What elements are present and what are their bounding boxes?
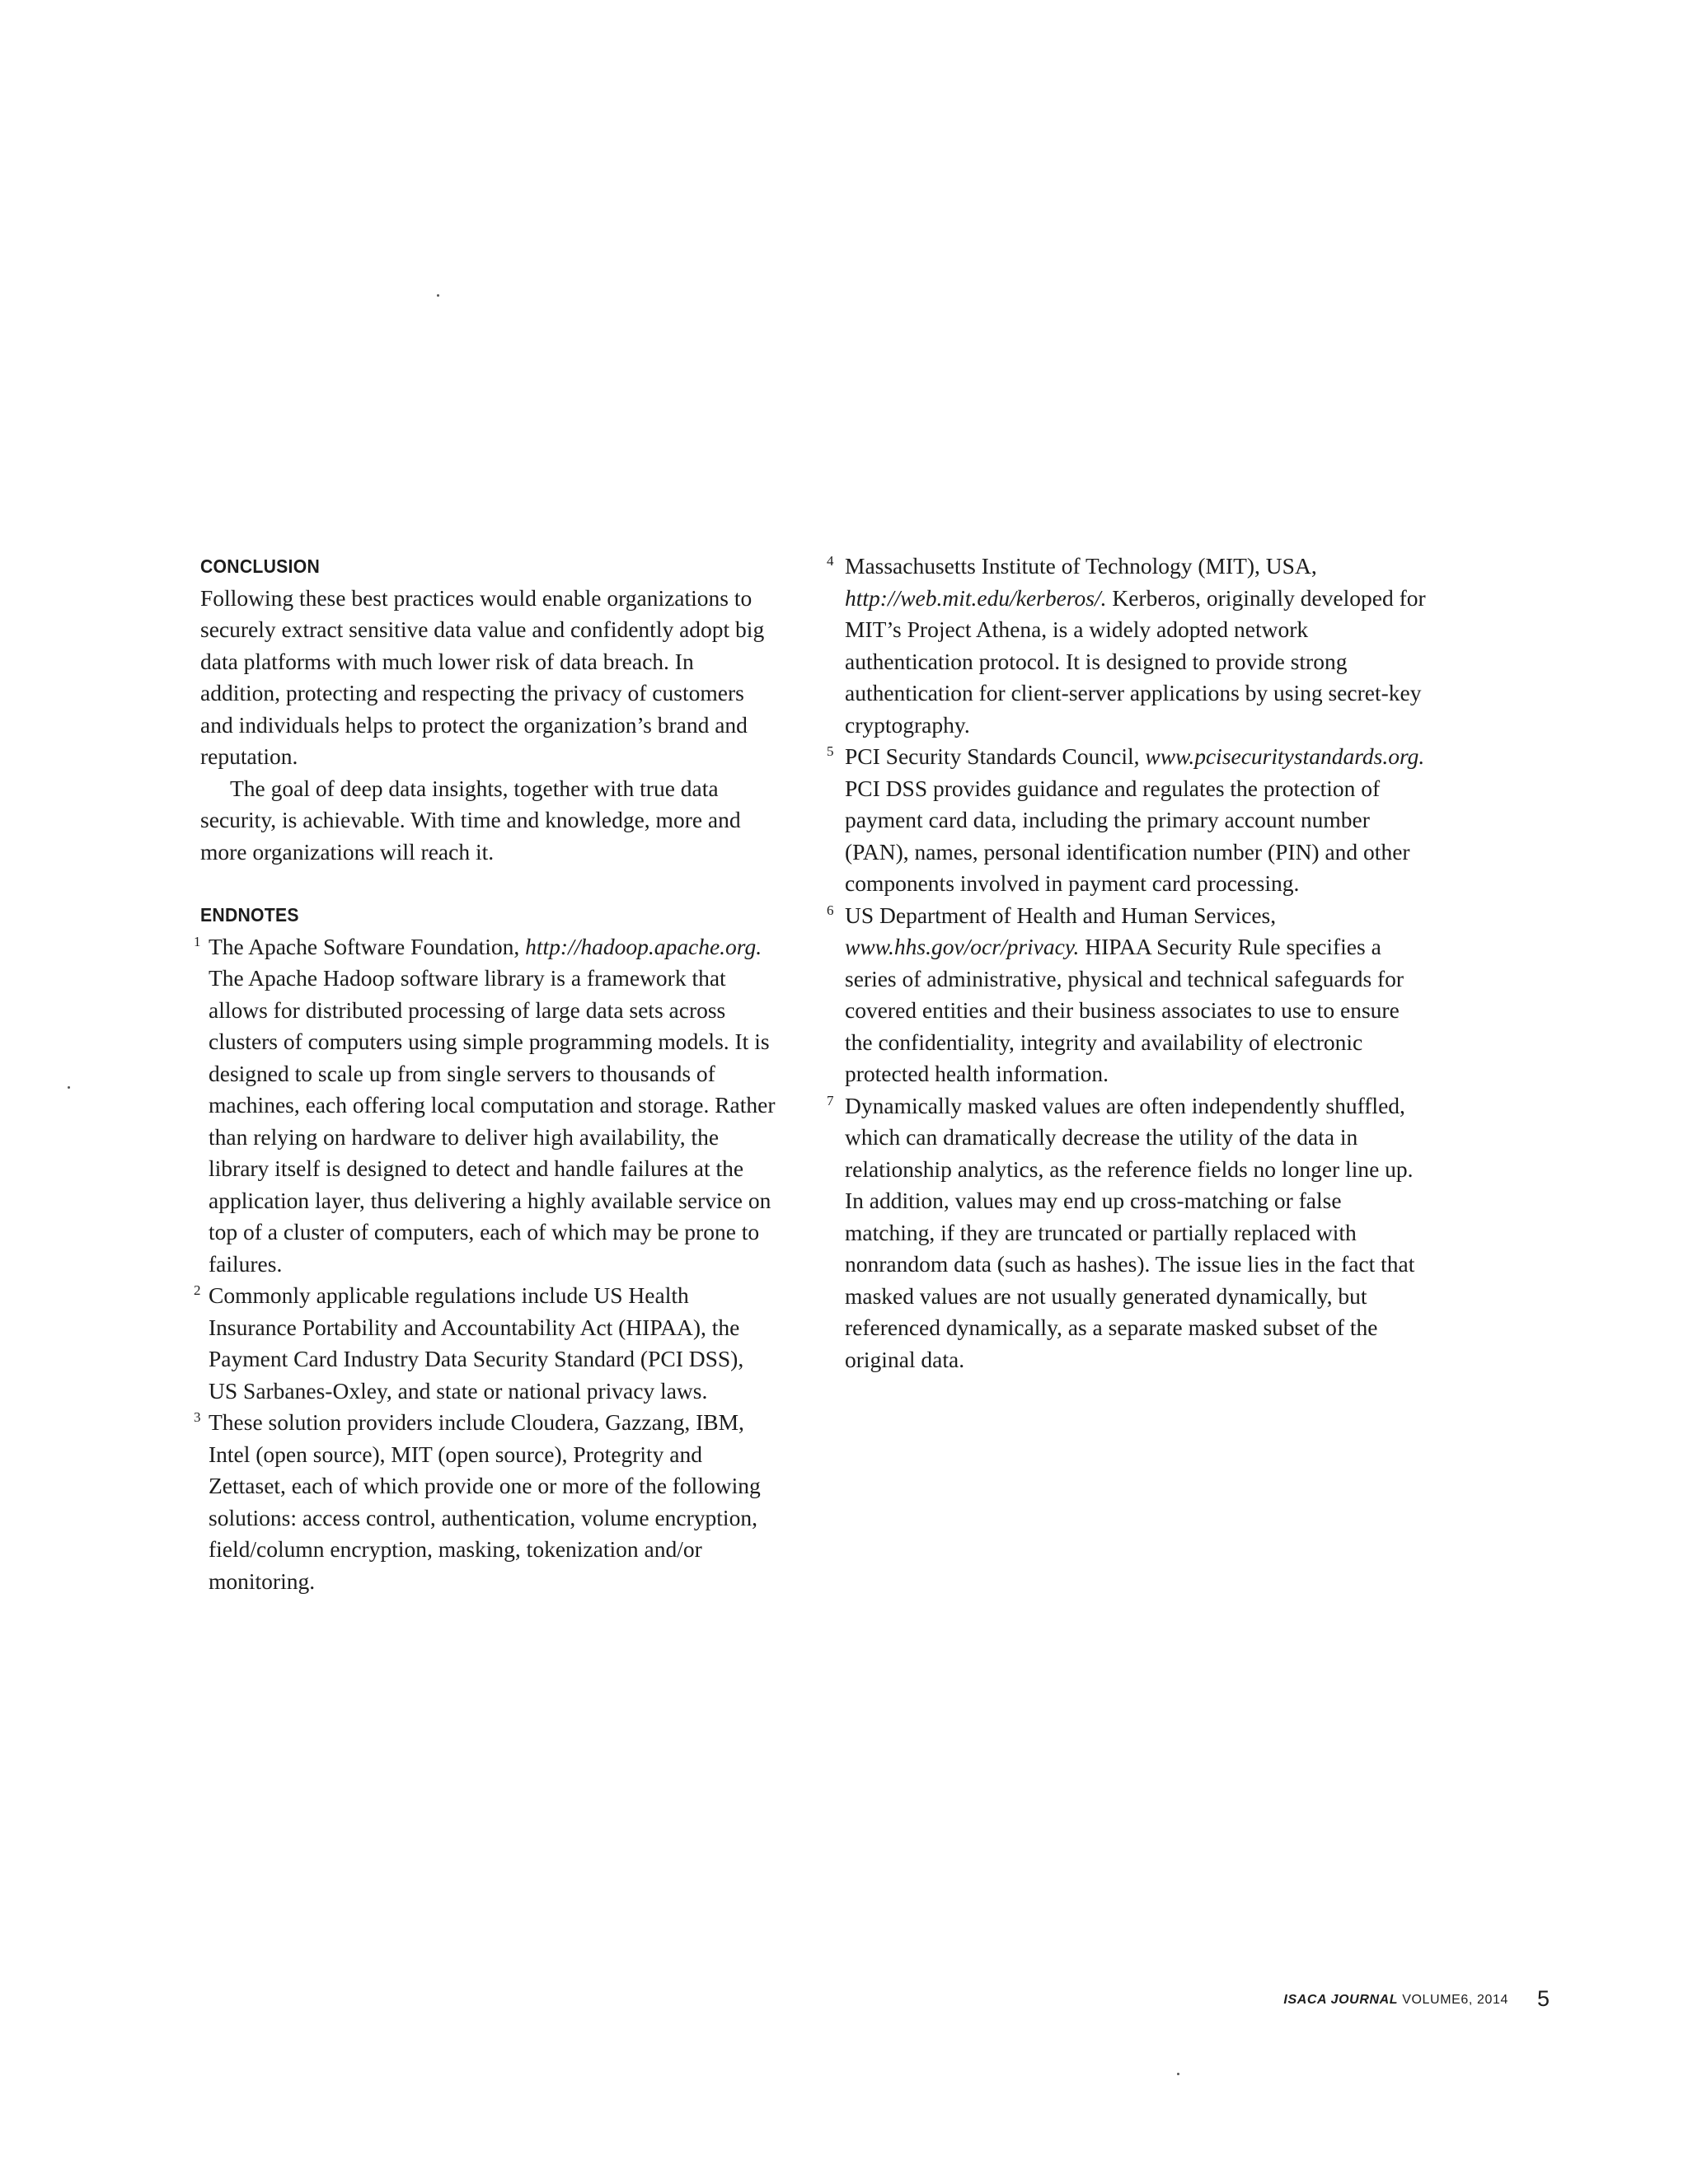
endnote-7: [827, 1090, 1428, 1376]
endnote-2: [194, 1280, 777, 1407]
endnote-lead: Dynamically masked values are often independently shuffled, which can dramatically decrease the utility of the data in relationship analytics, as the reference fields no longer line up. In addition, values may end up cross-matching or false matching, if they are truncated or partially replaced with nonrandom data (such as hashes). The issue lies in the fact that masked values are not usually generated dynamically, but referenced dynamically, as a separate masked subset of the original data.: [845, 1092, 1415, 1372]
endnote-body: HIPAA Security Rule specifies a series of administrative, physical and technical safeguards for covered entities and their business associates to use to ensure the confidentiality, integrity and availability of electronic protected health information.: [845, 934, 1404, 1086]
endnote-link[interactable]: www.pcisecuritystandards.org.: [1145, 743, 1425, 769]
page-footer: [1283, 1986, 1550, 2019]
endnote-6: [827, 900, 1428, 1090]
left-column: [194, 551, 777, 1597]
endnote-number: 2: [194, 1282, 201, 1298]
right-column: [827, 551, 1428, 1376]
endnote-lead: Massachusetts Institute of Technology (MIT), USA,: [845, 553, 1317, 579]
endnote-link[interactable]: http://hadoop.apache.org.: [525, 933, 762, 959]
conclusion-heading: CONCLUSION: [200, 555, 321, 577]
endnote-link[interactable]: www.hhs.gov/ocr/privacy.: [845, 934, 1080, 959]
endnote-lead: The Apache Software Foundation,: [209, 933, 526, 959]
endnote-number: 6: [827, 902, 834, 918]
endnote-body: The Apache Hadoop software library is a framework that allows for distributed processing of large data sets across clusters of computers using simple programming models. It is designed to scale up from single servers to thousands of machines, each offering local computation and storage. Rather than relying on hardware to deliver high availability, the library itself is designed to detect and handle failures at the application layer, thus delivering a highly available service on top of a cluster of computers, each of which may be prone to failures.: [209, 965, 776, 1277]
journal-volume: VOLUME6, 2014: [1398, 1993, 1508, 2007]
endnote-lead: US Department of Health and Human Services,: [845, 902, 1277, 928]
endnote-lead: Commonly applicable regulations include US Health Insurance Portability and Accountability Act (HIPAA), the Payment Card Industry Data Security Standard (PCI DSS), US Sarbanes-Oxley, and state or national privacy laws.: [209, 1282, 744, 1404]
journal-credit: [1283, 1993, 1508, 2008]
endnote-body: PCI DSS provides guidance and regulates the protection of payment card data, including the primary account number (PAN), names, personal identification number (PIN) and other components involved in payment card processing.: [845, 775, 1410, 896]
endnote-body: Kerberos, originally developed for MIT’s Project Athena, is a widely adopted network authentication protocol. It is designed to provide strong authentication for client-server applications by using secret-key cryptography.: [845, 584, 1426, 738]
endnote-lead: PCI Security Standards Council,: [845, 743, 1146, 769]
endnote-number: 3: [194, 1409, 201, 1425]
endnote-number: 1: [194, 933, 201, 949]
endnote-5: [827, 741, 1428, 900]
endnote-lead: These solution providers include Cloudera, Gazzang, IBM, Intel (open source), MIT (open source), Protegrity and Zettaset, each of which provide one or more of the following solutions: access control, authentication, volume encryption, field/column encryption, masking, tokenization and/or monitoring.: [209, 1409, 761, 1594]
endnote-link[interactable]: http://web.mit.edu/kerberos/.: [845, 584, 1107, 611]
endnote-3: [194, 1407, 777, 1597]
scan-speck: [68, 1086, 70, 1089]
endnote-1: [194, 931, 777, 1281]
endnote-number: 7: [827, 1092, 834, 1108]
endnote-number: 4: [827, 553, 834, 569]
scan-speck: [437, 294, 439, 297]
endnotes-heading: ENDNOTES: [200, 904, 299, 926]
endnote-number: 5: [827, 743, 834, 759]
conclusion-paragraph-1: Following these best practices would enable organizations to securely extract sensitive data value and confidently adopt big data platforms with much lower risk of data breach. In addition, protecting and respecting the privacy of customers and individuals helps to protect the organization’s brand and reputation.: [200, 584, 765, 769]
page-number: 5: [1536, 1986, 1550, 2011]
journal-name: ISACA JOURNAL: [1283, 1993, 1399, 2007]
scan-speck: [1177, 2073, 1179, 2075]
conclusion-paragraph-2: The goal of deep data insights, together with true data security, is achievable. With time and knowledge, more and more organizations will reach it.: [200, 775, 741, 865]
endnote-4: [827, 551, 1428, 741]
